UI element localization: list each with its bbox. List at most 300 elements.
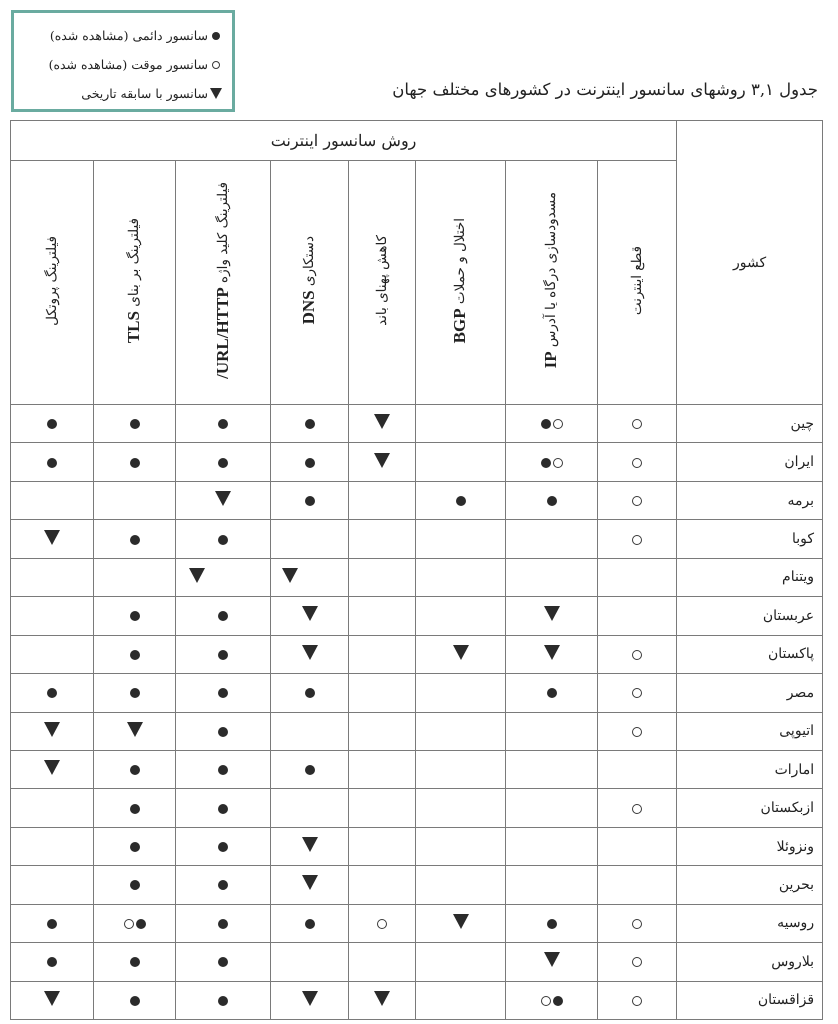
cell-bandwidth: [349, 981, 416, 1019]
cell-bgp: [416, 597, 506, 635]
cell-dns: [271, 558, 349, 596]
cell-url-http: [176, 443, 271, 481]
cell-shutdown: [598, 981, 677, 1019]
column-header-label: [628, 246, 646, 315]
filled-circle-icon: [130, 996, 140, 1006]
cell-bandwidth: [349, 405, 416, 443]
cell-bandwidth: [349, 597, 416, 635]
column-header-label: [212, 182, 235, 379]
cell-bgp: [416, 866, 506, 904]
country-name: ونزوئلا: [677, 827, 823, 865]
censorship-marker: [547, 688, 557, 698]
filled-circle-icon: [130, 842, 140, 852]
filled-circle-icon: [218, 765, 228, 775]
cell-url-http: [176, 712, 271, 750]
censorship-marker: [453, 645, 469, 660]
hollow-circle-icon: [377, 919, 387, 929]
table-row: [11, 520, 823, 558]
cell-bgp: [416, 405, 506, 443]
table-row: [11, 674, 823, 712]
filled-circle-icon: [456, 496, 466, 506]
censorship-marker: [44, 722, 60, 737]
censorship-marker: [302, 606, 318, 621]
censorship-marker: [215, 491, 231, 506]
censorship-marker: [305, 688, 315, 698]
filled-circle-icon: [218, 842, 228, 852]
cell-tls: [94, 750, 176, 788]
cell-url-http: [176, 558, 271, 596]
cell-ip-block: [506, 943, 598, 981]
table-row: [11, 712, 823, 750]
cell-protocol: [11, 597, 94, 635]
filled-circle-icon: [130, 957, 140, 967]
censorship-marker: [218, 535, 228, 545]
country-name: برمه: [677, 481, 823, 519]
column-header-tls: [94, 161, 176, 405]
censorship-marker: [127, 722, 143, 737]
country-name: عربستان: [677, 597, 823, 635]
filled-circle-icon: [130, 458, 140, 468]
filled-circle-icon: [218, 804, 228, 814]
cell-dns: [271, 405, 349, 443]
cell-bandwidth: [349, 789, 416, 827]
censorship-marker: [44, 760, 60, 775]
censorship-marker: [130, 650, 140, 660]
cell-url-http: [176, 597, 271, 635]
censorship-marker: [130, 996, 140, 1006]
column-header-text: مسدودسازی درگاه یا آدرس: [543, 192, 560, 348]
censorship-marker: [632, 650, 642, 660]
cell-bandwidth: [349, 943, 416, 981]
censorship-marker: [124, 919, 146, 929]
censorship-marker: [130, 842, 140, 852]
column-header-term: URL/HTTP/: [212, 287, 232, 379]
column-header-term: TLS: [124, 310, 144, 344]
censorship-table: [10, 120, 823, 1020]
filled-circle-icon: [47, 419, 57, 429]
cell-bandwidth: [349, 712, 416, 750]
censorship-marker: [632, 727, 642, 737]
down-triangle-icon: [302, 991, 318, 1006]
censorship-marker: [374, 453, 390, 468]
cell-shutdown: [598, 597, 677, 635]
filled-circle-icon: [541, 419, 551, 429]
hollow-circle-icon: [541, 996, 551, 1006]
censorship-marker: [632, 535, 642, 545]
filled-circle-icon: [218, 880, 228, 890]
hollow-circle-icon: [632, 419, 642, 429]
censorship-marker: [130, 611, 140, 621]
filled-circle-icon: [130, 611, 140, 621]
censorship-marker: [47, 957, 57, 967]
filled-circle-icon: [218, 458, 228, 468]
table-row: [11, 866, 823, 904]
filled-circle-icon: [305, 496, 315, 506]
cell-bgp: [416, 520, 506, 558]
filled-circle-icon: [218, 688, 228, 698]
cell-dns: [271, 750, 349, 788]
cell-bandwidth: [349, 904, 416, 942]
filled-circle-icon: [547, 919, 557, 929]
filled-circle-icon: [218, 919, 228, 929]
table-row: [11, 597, 823, 635]
cell-bgp: [416, 904, 506, 942]
cell-bandwidth: [349, 750, 416, 788]
cell-protocol: [11, 827, 94, 865]
censorship-marker: [374, 414, 390, 429]
cell-tls: [94, 943, 176, 981]
cell-ip-block: [506, 635, 598, 673]
censorship-marker: [544, 645, 560, 660]
censorship-marker: [130, 957, 140, 967]
cell-bgp: [416, 558, 506, 596]
down-triangle-icon: [302, 606, 318, 621]
cell-ip-block: [506, 866, 598, 904]
hollow-circle-icon: [124, 919, 134, 929]
filled-circle-icon: [47, 957, 57, 967]
censorship-marker: [541, 458, 563, 468]
censorship-marker: [374, 991, 390, 1006]
cell-dns: [271, 443, 349, 481]
censorship-marker: [305, 919, 315, 929]
censorship-marker: [218, 765, 228, 775]
censorship-marker: [302, 645, 318, 660]
down-triangle-icon: [44, 530, 60, 545]
censorship-marker: [130, 688, 140, 698]
censorship-marker: [130, 880, 140, 890]
cell-bandwidth: [349, 827, 416, 865]
cell-url-http: [176, 405, 271, 443]
down-triangle-icon: [210, 88, 222, 99]
filled-circle-icon: [553, 996, 563, 1006]
cell-ip-block: [506, 674, 598, 712]
cell-bgp: [416, 712, 506, 750]
cell-protocol: [11, 712, 94, 750]
censorship-marker: [302, 837, 318, 852]
cell-dns: [271, 520, 349, 558]
filled-circle-icon: [305, 419, 315, 429]
cell-protocol: [11, 674, 94, 712]
table-row: [11, 827, 823, 865]
censorship-marker: [218, 804, 228, 814]
hollow-circle-icon: [632, 919, 642, 929]
censorship-marker: [130, 535, 140, 545]
censorship-marker: [305, 458, 315, 468]
cell-tls: [94, 635, 176, 673]
cell-shutdown: [598, 750, 677, 788]
cell-tls: [94, 904, 176, 942]
cell-dns: [271, 981, 349, 1019]
country-name: کوبا: [677, 520, 823, 558]
country-name: امارات: [677, 750, 823, 788]
down-triangle-icon: [44, 991, 60, 1006]
filled-circle-icon: [218, 650, 228, 660]
column-header-bgp: [416, 161, 506, 405]
legend-item-permanent: [22, 21, 222, 50]
down-triangle-icon: [189, 568, 205, 583]
cell-url-http: [176, 827, 271, 865]
country-name: بلاروس: [677, 943, 823, 981]
column-header-url-http: [176, 161, 271, 405]
legend-label: سانسور دائمی (مشاهده شده): [49, 28, 208, 43]
country-name: ویتنام: [677, 558, 823, 596]
censorship-marker: [632, 688, 642, 698]
filled-circle-icon: [210, 32, 222, 40]
censorship-marker: [130, 804, 140, 814]
hollow-circle-icon: [632, 650, 642, 660]
down-triangle-icon: [453, 914, 469, 929]
censorship-marker: [547, 496, 557, 506]
down-triangle-icon: [44, 722, 60, 737]
censorship-marker: [218, 996, 228, 1006]
filled-circle-icon: [541, 458, 551, 468]
country-name: قزاقستان: [677, 981, 823, 1019]
cell-bgp: [416, 789, 506, 827]
column-header-label: [449, 218, 472, 343]
filled-circle-icon: [218, 419, 228, 429]
censorship-marker: [544, 606, 560, 621]
cell-ip-block: [506, 481, 598, 519]
legend-item-historical: [22, 79, 222, 108]
down-triangle-icon: [544, 952, 560, 967]
cell-protocol: [11, 635, 94, 673]
cell-ip-block: [506, 405, 598, 443]
column-header-text: فیلترینگ بر بنای: [126, 217, 143, 307]
filled-circle-icon: [130, 535, 140, 545]
censorship-marker: [218, 880, 228, 890]
cell-url-http: [176, 943, 271, 981]
cell-bgp: [416, 443, 506, 481]
censorship-marker: [218, 650, 228, 660]
censorship-marker: [544, 952, 560, 967]
censorship-marker: [377, 919, 387, 929]
table-row: [11, 405, 823, 443]
down-triangle-icon: [44, 760, 60, 775]
column-header-text: کاهش پهنای باند: [373, 235, 390, 326]
cell-tls: [94, 789, 176, 827]
column-header-text: فیلترینگ پروتکل: [43, 235, 60, 326]
cell-bandwidth: [349, 481, 416, 519]
censorship-marker: [218, 611, 228, 621]
legend-label: سانسور موقت (مشاهده شده): [48, 57, 208, 72]
censorship-marker: [218, 419, 228, 429]
censorship-marker: [305, 419, 315, 429]
filled-circle-icon: [130, 880, 140, 890]
down-triangle-icon: [302, 645, 318, 660]
cell-bgp: [416, 750, 506, 788]
table-row: [11, 943, 823, 981]
filled-circle-icon: [305, 765, 315, 775]
cell-shutdown: [598, 789, 677, 827]
cell-bgp: [416, 827, 506, 865]
filled-circle-icon: [547, 496, 557, 506]
cell-shutdown: [598, 904, 677, 942]
censorship-marker: [218, 727, 228, 737]
censorship-marker: [302, 875, 318, 890]
censorship-marker: [632, 458, 642, 468]
country-name: بحرین: [677, 866, 823, 904]
method-group-header: روش سانسور اینترنت: [11, 121, 677, 161]
cell-tls: [94, 981, 176, 1019]
cell-protocol: [11, 943, 94, 981]
censorship-marker: [218, 919, 228, 929]
cell-shutdown: [598, 405, 677, 443]
country-name: روسیه: [677, 904, 823, 942]
censorship-marker: [47, 919, 57, 929]
cell-url-http: [176, 750, 271, 788]
cell-ip-block: [506, 520, 598, 558]
hollow-circle-icon: [632, 804, 642, 814]
censorship-marker: [47, 419, 57, 429]
hollow-circle-icon: [553, 419, 563, 429]
cell-dns: [271, 597, 349, 635]
cell-url-http: [176, 481, 271, 519]
cell-shutdown: [598, 558, 677, 596]
table-row: [11, 750, 823, 788]
column-header-ip-block: [506, 161, 598, 405]
filled-circle-icon: [47, 688, 57, 698]
column-header-term: DNS: [299, 290, 319, 325]
down-triangle-icon: [544, 645, 560, 660]
cell-tls: [94, 866, 176, 904]
censorship-marker: [302, 991, 318, 1006]
censorship-marker: [632, 804, 642, 814]
cell-shutdown: [598, 674, 677, 712]
country-name: مصر: [677, 674, 823, 712]
country-name: ایران: [677, 443, 823, 481]
filled-circle-icon: [305, 919, 315, 929]
cell-protocol: [11, 981, 94, 1019]
cell-url-http: [176, 904, 271, 942]
column-header-dns: [271, 161, 349, 405]
hollow-circle-icon: [632, 957, 642, 967]
legend-item-temporary: [22, 50, 222, 79]
table-row: [11, 443, 823, 481]
down-triangle-icon: [302, 875, 318, 890]
cell-url-http: [176, 789, 271, 827]
column-header-label: [540, 192, 563, 368]
country-name: چین: [677, 405, 823, 443]
table-caption: جدول ۳,۱ روشهای سانسور اینترنت در کشورهای مختلف جهان: [392, 80, 818, 99]
column-header-text: قطع اینترنت: [628, 245, 645, 316]
cell-bandwidth: [349, 635, 416, 673]
censorship-marker: [541, 419, 563, 429]
hollow-circle-icon: [632, 688, 642, 698]
table-row: [11, 481, 823, 519]
column-header-bandwidth: [349, 161, 416, 405]
cell-shutdown: [598, 712, 677, 750]
hollow-circle-icon: [632, 496, 642, 506]
filled-circle-icon: [547, 688, 557, 698]
country-name: اتیوپی: [677, 712, 823, 750]
cell-ip-block: [506, 789, 598, 827]
down-triangle-icon: [374, 991, 390, 1006]
column-header-label: [43, 236, 61, 326]
cell-tls: [94, 443, 176, 481]
filled-circle-icon: [130, 804, 140, 814]
cell-protocol: [11, 520, 94, 558]
filled-circle-icon: [47, 919, 57, 929]
table-row: [11, 904, 823, 942]
down-triangle-icon: [544, 606, 560, 621]
censorship-marker: [130, 765, 140, 775]
filled-circle-icon: [305, 688, 315, 698]
cell-url-http: [176, 674, 271, 712]
cell-shutdown: [598, 635, 677, 673]
column-header-label: [123, 218, 146, 343]
cell-shutdown: [598, 866, 677, 904]
cell-dns: [271, 712, 349, 750]
filled-circle-icon: [130, 419, 140, 429]
censorship-marker: [547, 919, 557, 929]
column-header-label: [373, 235, 391, 326]
censorship-marker: [218, 957, 228, 967]
column-header-text: فیلترینگ کلید واژه: [214, 182, 231, 283]
censorship-marker: [282, 568, 298, 583]
cell-bandwidth: [349, 674, 416, 712]
cell-protocol: [11, 443, 94, 481]
cell-bgp: [416, 674, 506, 712]
cell-shutdown: [598, 827, 677, 865]
censorship-marker: [218, 458, 228, 468]
censorship-marker: [632, 957, 642, 967]
cell-protocol: [11, 750, 94, 788]
cell-ip-block: [506, 904, 598, 942]
column-header-protocol: [11, 161, 94, 405]
filled-circle-icon: [218, 727, 228, 737]
cell-protocol: [11, 405, 94, 443]
cell-tls: [94, 674, 176, 712]
cell-url-http: [176, 866, 271, 904]
cell-url-http: [176, 635, 271, 673]
censorship-marker: [44, 530, 60, 545]
legend-box: [11, 10, 235, 112]
censorship-marker: [453, 914, 469, 929]
cell-bandwidth: [349, 443, 416, 481]
cell-ip-block: [506, 750, 598, 788]
censorship-marker: [541, 996, 563, 1006]
cell-bgp: [416, 635, 506, 673]
filled-circle-icon: [130, 765, 140, 775]
censorship-marker: [130, 419, 140, 429]
censorship-marker: [632, 419, 642, 429]
filled-circle-icon: [305, 458, 315, 468]
censorship-marker: [305, 496, 315, 506]
cell-shutdown: [598, 481, 677, 519]
filled-circle-icon: [218, 957, 228, 967]
cell-shutdown: [598, 943, 677, 981]
hollow-circle-icon: [632, 727, 642, 737]
cell-dns: [271, 674, 349, 712]
country-column-header: کشور: [677, 121, 823, 405]
censorship-marker: [130, 458, 140, 468]
cell-tls: [94, 558, 176, 596]
filled-circle-icon: [130, 650, 140, 660]
table-row: [11, 558, 823, 596]
legend-label: سانسور با سابقه تاریخی: [81, 86, 208, 101]
column-header-label: [298, 236, 321, 324]
down-triangle-icon: [127, 722, 143, 737]
cell-tls: [94, 827, 176, 865]
cell-tls: [94, 405, 176, 443]
cell-ip-block: [506, 712, 598, 750]
table-row: [11, 981, 823, 1019]
cell-ip-block: [506, 558, 598, 596]
down-triangle-icon: [282, 568, 298, 583]
cell-url-http: [176, 981, 271, 1019]
down-triangle-icon: [374, 414, 390, 429]
cell-protocol: [11, 904, 94, 942]
